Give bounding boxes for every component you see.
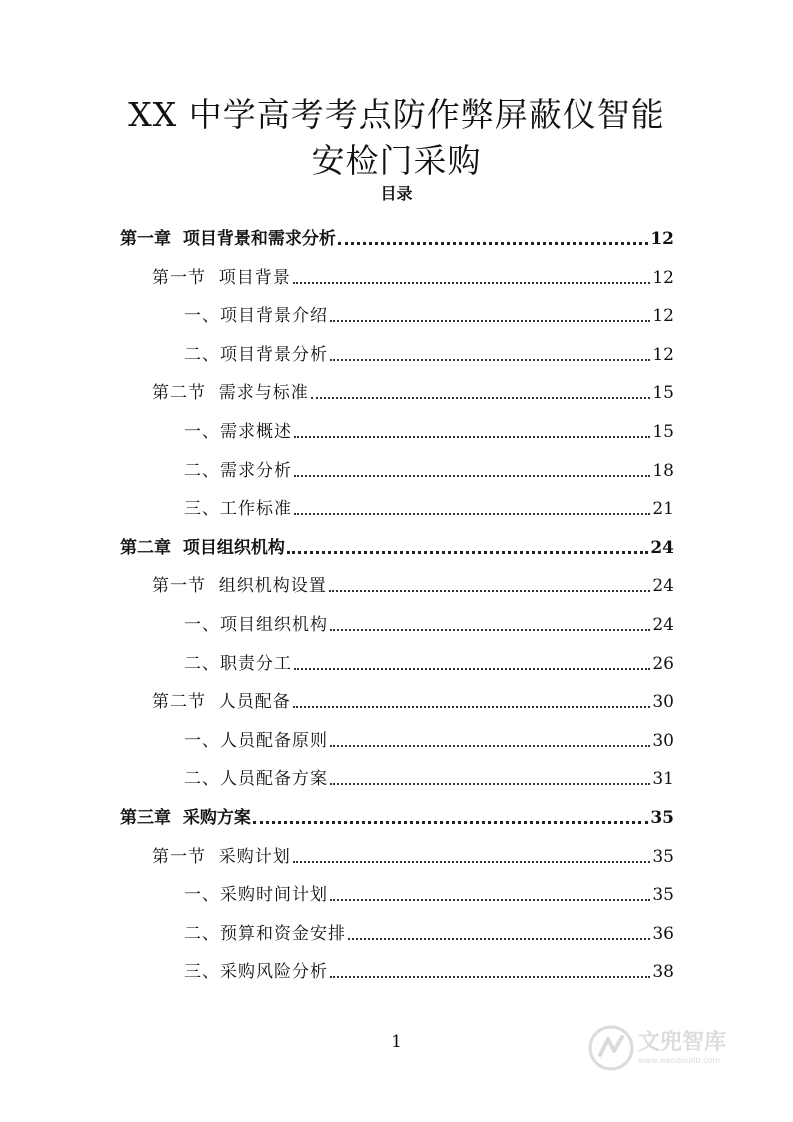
toc-entry[interactable] [152, 265, 674, 291]
toc-entry-page: 12 [650, 229, 674, 249]
toc-entry-label: 第一章 项目背景和需求分析 [120, 229, 336, 249]
toc-dot-leader [329, 589, 651, 592]
toc-entry-label: 第二节 需求与标准 [152, 383, 309, 404]
toc-entry[interactable] [184, 303, 674, 329]
toc-entry-page: 35 [652, 846, 674, 867]
toc-entry[interactable] [184, 651, 674, 677]
toc-entry-page: 15 [652, 383, 674, 404]
toc-entry-page: 35 [650, 808, 674, 828]
toc-entry-page: 36 [652, 923, 674, 944]
toc-entry-page: 12 [652, 267, 674, 288]
toc-entry-label: 一、项目组织机构 [184, 615, 328, 635]
document-title [60, 92, 733, 184]
toc-entry-label: 二、职责分工 [184, 653, 292, 674]
toc-entry-page: 30 [652, 692, 674, 713]
watermark [588, 1020, 758, 1076]
toc-entry-page: 31 [652, 769, 674, 790]
toc-dot-leader [330, 358, 650, 361]
toc-dot-leader [330, 898, 650, 901]
toc-entry[interactable] [120, 535, 674, 561]
toc-entry-page: 21 [652, 499, 674, 520]
toc-entry-label: 三、采购风险分析 [184, 962, 328, 983]
toc-entry-label: 二、需求分析 [184, 460, 292, 481]
toc-entry[interactable] [152, 573, 674, 599]
toc-entry-label: 一、人员配备原则 [184, 730, 328, 751]
toc-dot-leader [311, 396, 651, 399]
toc-dot-leader [293, 281, 651, 284]
toc-entry-page: 12 [652, 344, 674, 365]
toc-entry-page: 38 [652, 962, 674, 983]
toc-dot-leader [330, 744, 650, 747]
page-number: 1 [391, 1032, 402, 1052]
toc-entry[interactable] [152, 380, 674, 406]
toc-dot-leader [294, 474, 650, 477]
toc-entry[interactable] [184, 342, 674, 368]
toc-entry-page: 24 [652, 576, 674, 597]
toc-entry-label: 第三章 采购方案 [120, 808, 251, 828]
toc-entry[interactable] [184, 419, 674, 445]
toc-entry[interactable] [184, 458, 674, 484]
toc-entry[interactable] [152, 689, 674, 715]
toc-entry-label: 一、项目背景介绍 [184, 306, 328, 327]
toc-entry-label: 一、采购时间计划 [184, 885, 328, 906]
toc-entry[interactable] [152, 844, 674, 870]
toc-entry[interactable] [120, 226, 674, 252]
toc-heading: 目录 [380, 184, 413, 203]
toc-entry-label: 第一节 项目背景 [152, 267, 291, 288]
toc-entry-label: 三、工作标准 [184, 499, 292, 520]
toc-entry-label: 二、人员配备方案 [184, 769, 328, 790]
toc-entry-label: 第二章 项目组织机构 [120, 537, 285, 558]
toc-dot-leader [330, 628, 650, 631]
toc-entry-label: 二、预算和资金安排 [184, 923, 346, 944]
toc-entry[interactable] [184, 959, 674, 985]
toc-entry[interactable] [120, 805, 674, 831]
wendou-logo-icon [588, 1025, 634, 1071]
toc-dot-leader [348, 937, 650, 940]
toc-dot-leader [330, 782, 650, 785]
toc-entry-label: 一、需求概述 [184, 422, 292, 442]
toc-dot-leader [294, 435, 650, 438]
watermark-name: 文兜智库 [638, 1030, 727, 1055]
toc-entry[interactable] [184, 882, 674, 908]
toc-dot-leader [330, 975, 650, 978]
toc-entry-page: 18 [652, 460, 674, 481]
toc-entry-page: 26 [652, 653, 674, 674]
toc-entry[interactable] [184, 766, 674, 792]
toc-entry-page: 12 [652, 306, 674, 327]
toc-entry-label: 二、项目背景分析 [184, 344, 328, 365]
toc-dot-leader [293, 705, 651, 708]
toc-dot-leader [294, 512, 650, 515]
toc-dot-leader [293, 860, 651, 863]
watermark-url: www.wendoulib.com [638, 1056, 721, 1065]
toc-entry[interactable] [184, 612, 674, 638]
toc-entry-page: 24 [650, 537, 674, 558]
toc-entry-page: 15 [652, 422, 674, 442]
toc-entry[interactable] [184, 496, 674, 522]
document-title-line1: XX 中学高考考点防作弊屏蔽仪智能 [128, 95, 665, 134]
toc-dot-leader [294, 667, 650, 670]
document-title-line2: 安检门采购 [311, 141, 482, 180]
toc-dot-leader [338, 241, 648, 245]
toc-entry[interactable] [184, 921, 674, 947]
toc-entry[interactable] [184, 728, 674, 754]
toc-dot-leader [253, 820, 648, 824]
toc-entry-page: 35 [652, 885, 674, 906]
toc-entry-page: 30 [652, 730, 674, 751]
toc-dot-leader [287, 550, 648, 554]
toc-dot-leader [330, 319, 650, 322]
toc-entry-label: 第一节 组织机构设置 [152, 576, 327, 597]
toc-entry-label: 第一节 采购计划 [152, 846, 291, 867]
toc-entry-page: 24 [652, 615, 674, 635]
toc-entry-label: 第二节 人员配备 [152, 692, 291, 713]
